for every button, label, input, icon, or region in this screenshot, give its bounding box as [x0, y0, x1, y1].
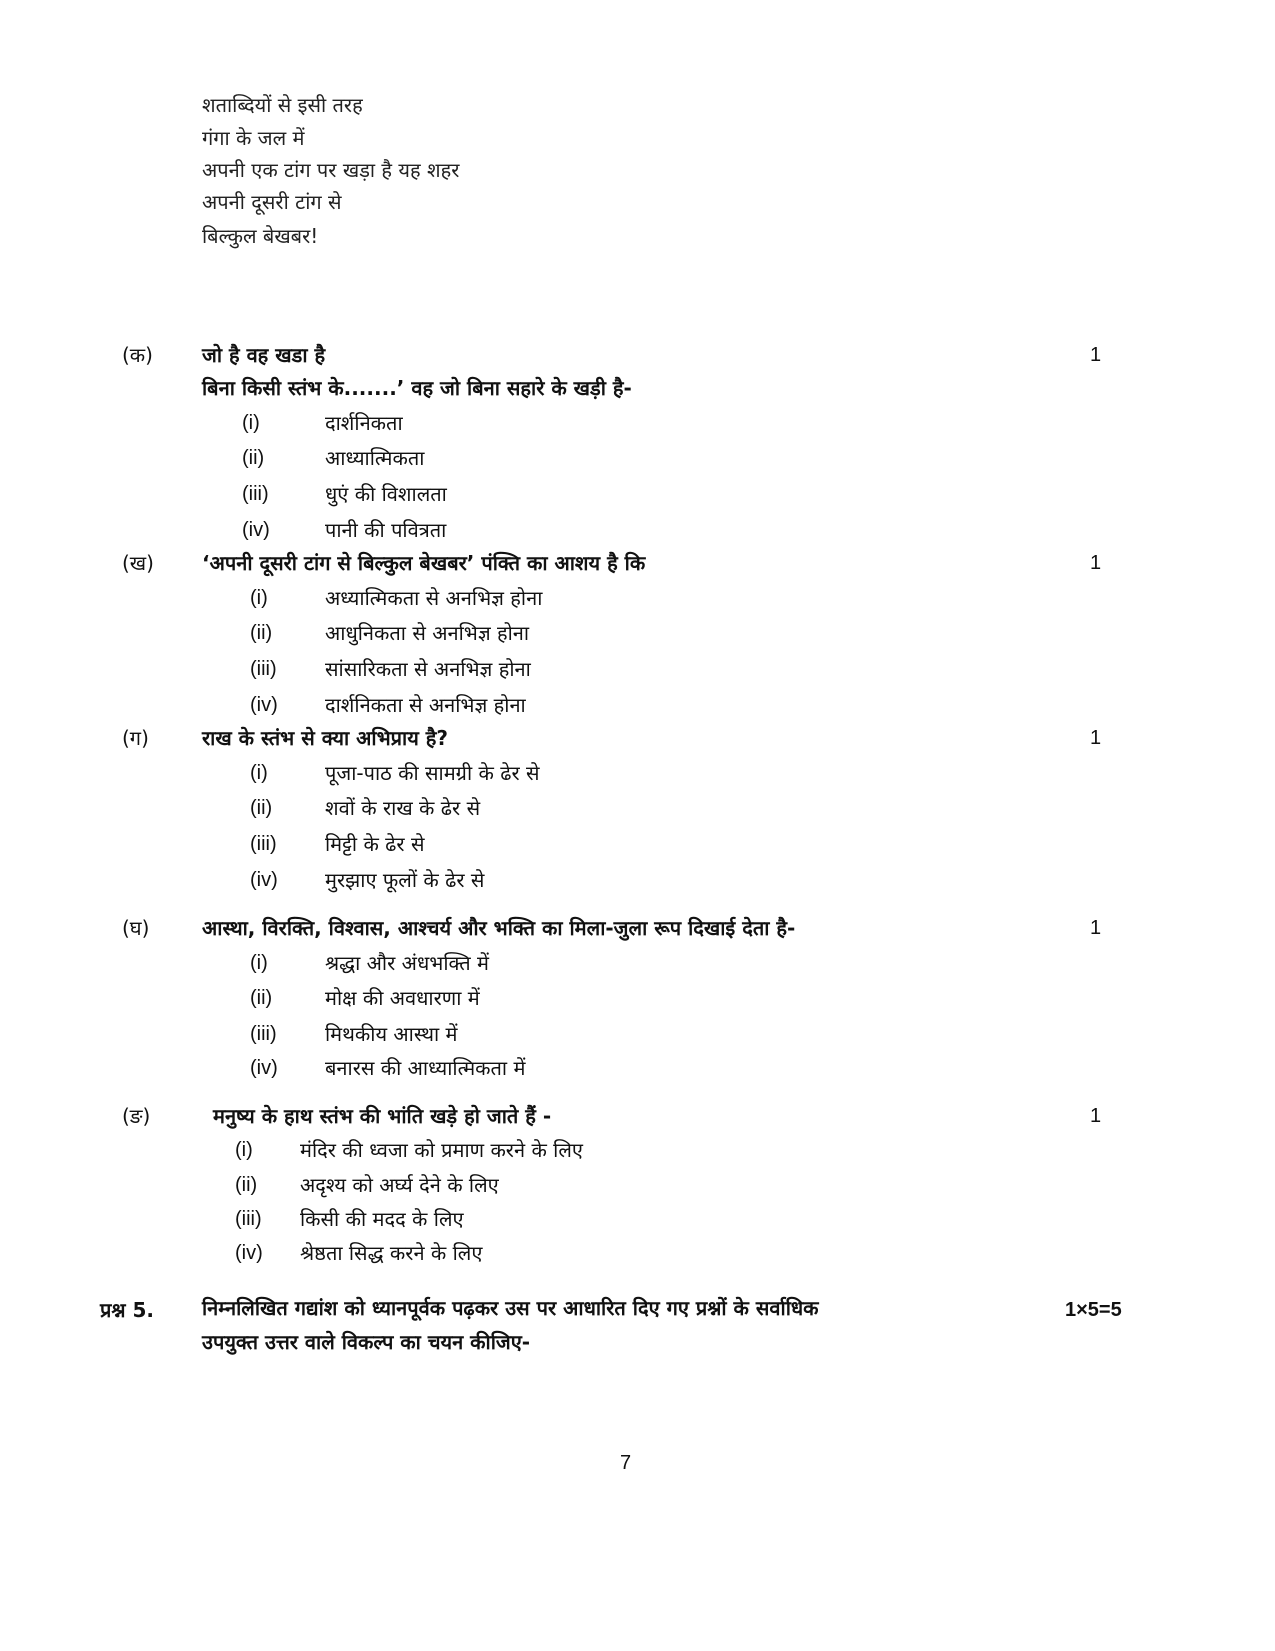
question-marks: 1	[1090, 727, 1102, 749]
option-number: (ii)	[250, 622, 273, 644]
poem-line: बिल्कुल बेखबर!	[202, 224, 319, 248]
question-stem: आस्था, विरक्ति, विश्वास, आश्चर्य और भक्ति का मिला-जुला रूप दिखाई देता है-	[202, 916, 796, 940]
poem-line: गंगा के जल में	[202, 126, 305, 150]
option-number: (ii)	[242, 447, 265, 469]
option-text: श्रद्धा और अंधभक्ति में	[325, 951, 489, 975]
option-number: (i)	[250, 762, 268, 784]
option-number: (ii)	[235, 1174, 258, 1196]
option-number: (iv)	[250, 694, 278, 716]
question-stem: राख के स्तंभ से क्या अभिप्राय है?	[202, 726, 448, 750]
question-5-label: प्रश्न 5.	[100, 1298, 154, 1322]
question-marks: 1	[1090, 1105, 1102, 1127]
question-marks: 1	[1090, 344, 1102, 366]
question-stem: मनुष्य के हाथ स्तंभ की भांति खड़े हो जाते हैं -	[213, 1104, 552, 1128]
option-text: पूजा-पाठ की सामग्री के ढेर से	[325, 761, 540, 785]
option-text: अदृश्य को अर्घ्य देने के लिए	[300, 1173, 499, 1197]
option-text: मिथकीय आस्था में	[325, 1022, 458, 1046]
option-text: दार्शनिकता	[325, 411, 403, 435]
option-number: (iv)	[242, 519, 270, 541]
question-label: (ग)	[122, 726, 149, 750]
poem-line: शताब्दियों से इसी तरह	[202, 93, 363, 117]
option-number: (i)	[250, 952, 268, 974]
question-label: (ङ)	[122, 1104, 151, 1128]
option-text: श्रेष्ठता सिद्ध करने के लिए	[300, 1241, 483, 1265]
question-5-stem: निम्नलिखित गद्यांश को ध्यानपूर्वक पढ़कर उस पर आधारित दिए गए प्रश्नों के सर्वाधिक	[202, 1296, 819, 1320]
poem-line: अपनी एक टांग पर खड़ा है यह शहर	[202, 158, 460, 182]
question-marks: 1	[1090, 552, 1102, 574]
page-number: 7	[620, 1452, 632, 1474]
option-text: सांसारिकता से अनभिज्ञ होना	[325, 657, 531, 681]
question-stem: ‘अपनी दूसरी टांग से बिल्कुल बेखबर’ पंक्ति का आशय है कि	[202, 551, 646, 575]
option-number: (iv)	[235, 1242, 263, 1264]
question-label: (ख)	[122, 551, 154, 575]
option-number: (iii)	[242, 483, 269, 505]
option-number: (iii)	[250, 658, 277, 680]
option-text: बनारस की आध्यात्मिकता में	[325, 1056, 526, 1080]
poem-line: अपनी दूसरी टांग से	[202, 190, 342, 214]
option-number: (iv)	[250, 869, 278, 891]
option-text: पानी की पवित्रता	[325, 518, 447, 542]
option-number: (iii)	[235, 1208, 262, 1230]
option-number: (i)	[250, 587, 268, 609]
option-text: मंदिर की ध्वजा को प्रमाण करने के लिए	[300, 1138, 583, 1162]
option-number: (iii)	[250, 1023, 277, 1045]
option-text: मिट्टी के ढेर से	[325, 832, 425, 856]
question-marks: 1	[1090, 917, 1102, 939]
option-number: (ii)	[250, 797, 273, 819]
question-label: (घ)	[122, 916, 150, 940]
option-text: धुएं की विशालता	[325, 482, 447, 506]
option-text: अध्यात्मिकता से अनभिज्ञ होना	[325, 586, 543, 610]
question-5-marks: 1×5=5	[1065, 1299, 1122, 1321]
question-stem: बिना किसी स्तंभ के.......’ वह जो बिना सहारे के खड़ी है-	[202, 376, 632, 400]
option-text: मोक्ष की अवधारणा में	[325, 986, 480, 1010]
option-text: किसी की मदद के लिए	[300, 1207, 464, 1231]
option-number: (i)	[235, 1139, 253, 1161]
option-number: (iv)	[250, 1057, 278, 1079]
option-number: (ii)	[250, 987, 273, 1009]
option-text: आधुनिकता से अनभिज्ञ होना	[325, 621, 530, 645]
question-stem: जो है वह खडा है	[202, 343, 326, 367]
option-text: शवों के राख के ढेर से	[325, 796, 481, 820]
question-5-stem: उपयुक्त उत्तर वाले विकल्प का चयन कीजिए-	[202, 1330, 531, 1354]
option-number: (iii)	[250, 833, 277, 855]
option-text: आध्यात्मिकता	[325, 446, 425, 470]
option-number: (i)	[242, 412, 260, 434]
option-text: मुरझाए फूलों के ढेर से	[325, 868, 485, 892]
option-text: दार्शनिकता से अनभिज्ञ होना	[325, 693, 526, 717]
question-label: (क)	[122, 343, 153, 367]
